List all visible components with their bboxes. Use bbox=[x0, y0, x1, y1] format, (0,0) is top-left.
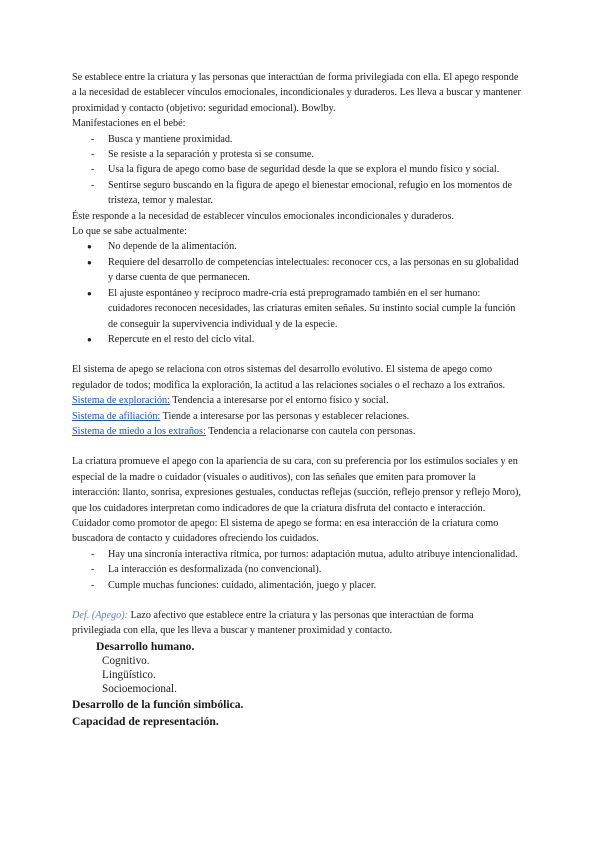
list-item: - Sentirse seguro buscando en la figura de apego el bienestar emocional, refugio en los momentos de tristeza, temor y malestar. bbox=[72, 178, 524, 209]
list-item: ● No depende de la alimentación. bbox=[72, 239, 524, 254]
funcion-simbolica-heading: Desarrollo de la función simbólica. bbox=[72, 697, 244, 711]
sistema-exploracion-text: Tendencia a interesarse por el entorno físico y social. bbox=[169, 395, 389, 407]
sistema-afiliacion-text: Tiende a interesarse por las personas y establecer relaciones. bbox=[160, 410, 410, 422]
sabe-list bbox=[72, 239, 524, 347]
list-item: ● Repercute en el resto del ciclo vital. bbox=[72, 332, 524, 347]
sistema-miedo-link[interactable]: Sistema de miedo a los extraños: bbox=[72, 425, 206, 437]
list-item: - Usa la figura de apego como base de seguridad desde la que se explora el mundo físico y social. bbox=[72, 162, 524, 177]
sistema-miedo-text: Tendencia a relacionarse con cautela con personas. bbox=[205, 425, 416, 437]
desarrollo-item: Lingüístico. bbox=[102, 668, 156, 681]
definicion-label: Def. (Apego): bbox=[72, 610, 129, 621]
manifestaciones-label: Manifestaciones en el bebé: bbox=[72, 118, 186, 130]
sistema-afiliacion bbox=[72, 409, 524, 424]
sistema-exploracion bbox=[72, 393, 524, 408]
list-item: - Busca y mantiene proximidad. bbox=[72, 132, 524, 147]
desarrollo-heading: Desarrollo humano. bbox=[96, 639, 195, 653]
responde-paragraph: Éste responde a la necesidad de establecer vínculos emocionales incondicionales y duraderos. bbox=[72, 210, 454, 222]
list-item: - Cumple muchas funciones: cuidado, alimentación, juego y placer. bbox=[72, 578, 524, 593]
cuidador-list bbox=[72, 547, 524, 593]
intro-paragraph: Se establece entre la criatura y las personas que interactúan de forma privilegiada con ella. El apego responde a la necesidad de establecer vínculos emocionales, incondicionales y duraderos. Les lleva a buscar y mantener proximidad y contacto (objetivo: seguridad emocional). Bowlby. bbox=[72, 72, 521, 114]
list-item: - Se resiste a la separación y protesta si se consume. bbox=[72, 147, 524, 162]
sistema-afiliacion-link[interactable]: Sistema de afiliación: bbox=[72, 410, 161, 422]
capacidad-heading: Capacidad de representación. bbox=[72, 714, 219, 728]
list-item: - Hay una sincronía interactiva rítmica, por turnos: adaptación mutua, adulto atribuye intencionalidad. bbox=[72, 547, 524, 562]
cuidador-paragraph: Cuidador como promotor de apego: El sistema de apego se forma: en esa interacción de la criatura como buscadora de contacto y cuidadores ofreciendo los cuidados. bbox=[72, 517, 499, 545]
sistemas-paragraph: El sistema de apego se relaciona con otros sistemas del desarrollo evolutivo. El sistema de apego como regulador de todos; modifica la exploración, la actitud a las relaciones sociales o el rechazo a los extraños. bbox=[72, 364, 506, 391]
desarrollo-item: Socioemocional. bbox=[102, 682, 177, 695]
manifestaciones-list bbox=[72, 132, 524, 209]
sabe-label: Lo que se sabe actualmente: bbox=[72, 226, 187, 238]
sistema-exploracion-link[interactable]: Sistema de exploración: bbox=[72, 395, 170, 407]
list-item: ● Requiere del desarrollo de competencias intelectuales: reconocer ccs, a las personas en su globalidad y darse cuenta de que permanecen. bbox=[72, 255, 524, 286]
document-page bbox=[72, 70, 524, 730]
sistema-miedo bbox=[72, 424, 524, 439]
definicion-paragraph bbox=[72, 608, 524, 639]
criatura-paragraph: La criatura promueve el apego con la apariencia de su cara, con su preferencia por los estímulos sociales y en especial de la madre o cuidador (visuales o auditivos), con las señales que emiten para promover la interacción: llanto, sonrisa, expresiones gestuales, conductas reflejas (succión, reflejo prensor y reflejo Moro), que los cuidadores interpretan como indicadores de que la criatura disfruta del contacto e interacción. bbox=[72, 456, 521, 514]
list-item: - La interacción es desformalizada (no convencional). bbox=[72, 562, 524, 577]
desarrollo-item: Cognitivo. bbox=[102, 654, 150, 667]
list-item: ● El ajuste espontáneo y recíproco madre-cría está preprogramado también en el ser humano: cuidadores reconocen necesidades, las criaturas emiten señales. Su instinto social cumple la función de conseguir la supervivencia individual y de la especie. bbox=[72, 286, 524, 332]
definicion-text: Lazo afectivo que establece entre la criatura y las personas que interactúan de forma privilegiada con ella, que les lleva a buscar y mantener proximidad y contacto. bbox=[72, 610, 474, 637]
